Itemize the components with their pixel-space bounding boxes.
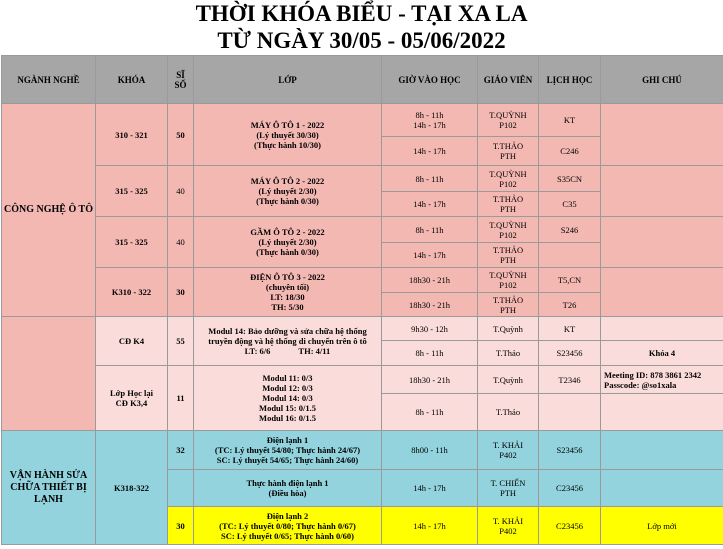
lich-cell <box>539 243 601 268</box>
table-row <box>2 317 723 341</box>
ghichu-cell <box>601 166 723 217</box>
gio-cell: 18h30 - 21h <box>382 268 478 293</box>
col-header-nganh: NGÀNH NGHỀ <box>2 56 96 104</box>
gio-cell: 14h - 17h <box>382 192 478 217</box>
gv-cell: T.THẢO PTH <box>478 137 539 166</box>
ghichu-cell: Khóa 4 <box>601 341 723 366</box>
gv-cell: T.QUỲNH P102 <box>478 268 539 293</box>
ghichu-cell <box>601 431 723 470</box>
table-row <box>2 217 723 243</box>
gv-cell: T.QUỲNH P102 <box>478 217 539 243</box>
siso-cell: 50 <box>168 104 194 166</box>
gio-cell: 14h - 17h <box>382 137 478 166</box>
lich-cell: S35CN <box>539 166 601 192</box>
khoa-cell: 310 - 321 <box>96 104 168 166</box>
siso-cell: 32 <box>168 431 194 470</box>
col-header-lop: LỚP <box>194 56 382 104</box>
lich-cell: KT <box>539 104 601 137</box>
lich-cell: S23456 <box>539 431 601 470</box>
ghichu-cell <box>601 470 723 507</box>
lich-cell: S246 <box>539 217 601 243</box>
siso-cell: 30 <box>168 507 194 545</box>
lop-cell: ĐIỆN Ô TÔ 3 - 2022 (chuyên tối) LT: 18/30 TH: 5/30 <box>194 268 382 317</box>
lop-cell: MÁY Ô TÔ 2 - 2022 (Lý thuyết 2/30) (Thực hành 0/30) <box>194 166 382 217</box>
gv-cell: T.THẢO PTH <box>478 243 539 268</box>
gio-cell: 8h - 11h <box>382 166 478 192</box>
khoa-cell: 315 - 325 <box>96 217 168 268</box>
lop-cell: Điện lạnh 1 (TC: Lý thuyết 54/80; Thực hành 24/67) SC: Lý thuyết 54/65; Thực hành 24/60) <box>194 431 382 470</box>
table-row <box>2 268 723 293</box>
ghichu-cell <box>601 268 723 317</box>
page-title: THỜI KHÓA BIỂU - TẠI XA LA <box>195 1 528 26</box>
gio-cell: 8h - 11h 14h - 17h <box>382 104 478 137</box>
lich-cell: T5,CN <box>539 268 601 293</box>
gv-cell: T.Thảo <box>478 394 539 431</box>
lich-cell <box>539 394 601 431</box>
siso-cell <box>168 470 194 507</box>
table-row <box>2 166 723 192</box>
siso-cell: 30 <box>168 268 194 317</box>
timetable <box>1 55 723 545</box>
lich-cell: T2346 <box>539 366 601 394</box>
col-header-gv: GIÁO VIÊN <box>478 56 539 104</box>
gio-cell: 14h - 17h <box>382 507 478 545</box>
lop-cell: MÁY Ô TÔ 1 - 2022 (Lý thuyết 30/30) (Thực hành 10/30) <box>194 104 382 166</box>
group-oto: CÔNG NGHỆ Ô TÔ <box>2 104 96 317</box>
group-oto-continued <box>2 317 96 431</box>
gio-cell: 14h - 17h <box>382 243 478 268</box>
ghichu-cell <box>601 394 723 431</box>
ghichu-cell: Lớp mới <box>601 507 723 545</box>
group-lanh: VẬN HÀNH SỬA CHỮA THIẾT BỊ LẠNH <box>2 431 96 545</box>
col-header-lich: LỊCH HỌC <box>539 56 601 104</box>
khoa-cell: Lớp Học lại CĐ K3,4 <box>96 366 168 431</box>
siso-cell: 40 <box>168 217 194 268</box>
gv-cell: T. CHIẾN PTH <box>478 470 539 507</box>
ghichu-cell <box>601 317 723 341</box>
siso-cell: 55 <box>168 317 194 366</box>
gv-cell: T.THẢO PTH <box>478 293 539 317</box>
gio-cell: 18h30 - 21h <box>382 366 478 394</box>
ghichu-cell <box>601 104 723 166</box>
gio-cell: 18h30 - 21h <box>382 293 478 317</box>
gv-cell: T. KHẢI P402 <box>478 507 539 545</box>
gio-cell: 14h - 17h <box>382 470 478 507</box>
lich-cell: C35 <box>539 192 601 217</box>
lich-cell: KT <box>539 317 601 341</box>
khoa-cell: 315 - 325 <box>96 166 168 217</box>
gv-cell: T.QUỲNH P102 <box>478 166 539 192</box>
siso-cell: 40 <box>168 166 194 217</box>
khoa-cell: K310 - 322 <box>96 268 168 317</box>
gv-cell: T.Quỳnh <box>478 317 539 341</box>
lop-cell: GẦM Ô TÔ 2 - 2022 (Lý thuyết 2/30) (Thực hành 0/30) <box>194 217 382 268</box>
gv-cell: T.Thảo <box>478 341 539 366</box>
col-header-khoa: KHÓA <box>96 56 168 104</box>
table-row <box>2 431 723 470</box>
lop-cell: Điện lạnh 2 (TC: Lý thuyết 0/80; Thực hành 0/67) SC: Lý thuyết 0/65; Thực hành 0/60) <box>194 507 382 545</box>
gio-cell: 8h - 11h <box>382 217 478 243</box>
gio-cell: 8h00 - 11h <box>382 431 478 470</box>
lich-cell: C23456 <box>539 470 601 507</box>
col-header-ghichu: GHI CHÚ <box>601 56 723 104</box>
lop-cell: Modul 14: Bảo dưỡng và sửa chữa hệ thống truyền động và hệ thống di chuyển trên ô tô LT: 6/6 TH: 4/11 <box>194 317 382 366</box>
table-row <box>2 366 723 394</box>
gio-cell: 8h - 11h <box>382 341 478 366</box>
lich-cell: T26 <box>539 293 601 317</box>
gv-cell: T.THẢO PTH <box>478 192 539 217</box>
lop-cell: Thực hành điện lạnh 1 (Điều hòa) <box>194 470 382 507</box>
table-row <box>2 104 723 137</box>
ghichu-cell: Meeting ID: 878 3861 2342 Passcode: @so1xala <box>601 366 723 394</box>
page-subtitle: TỪ NGÀY 30/05 - 05/06/2022 <box>217 28 506 53</box>
gv-cell: T. KHẢI P402 <box>478 431 539 470</box>
khoa-cell: K318-322 <box>96 431 168 545</box>
siso-cell: 11 <box>168 366 194 431</box>
header-row <box>2 56 723 104</box>
lich-cell: C23456 <box>539 507 601 545</box>
col-header-siso: SĨ SỐ <box>168 56 194 104</box>
col-header-gio: GIỜ VÀO HỌC <box>382 56 478 104</box>
gio-cell: 8h - 11h <box>382 394 478 431</box>
ghichu-cell <box>601 217 723 268</box>
lich-cell: S23456 <box>539 341 601 366</box>
gv-cell: T.Quỳnh <box>478 366 539 394</box>
khoa-cell: CĐ K4 <box>96 317 168 366</box>
lop-cell: Modul 11: 0/3 Modul 12: 0/3 Modul 14: 0/3 Modul 15: 0/1.5 Modul 16: 0/1.5 <box>194 366 382 431</box>
gv-cell: T.QUỲNH P102 <box>478 104 539 137</box>
lich-cell: C246 <box>539 137 601 166</box>
gio-cell: 9h30 - 12h <box>382 317 478 341</box>
